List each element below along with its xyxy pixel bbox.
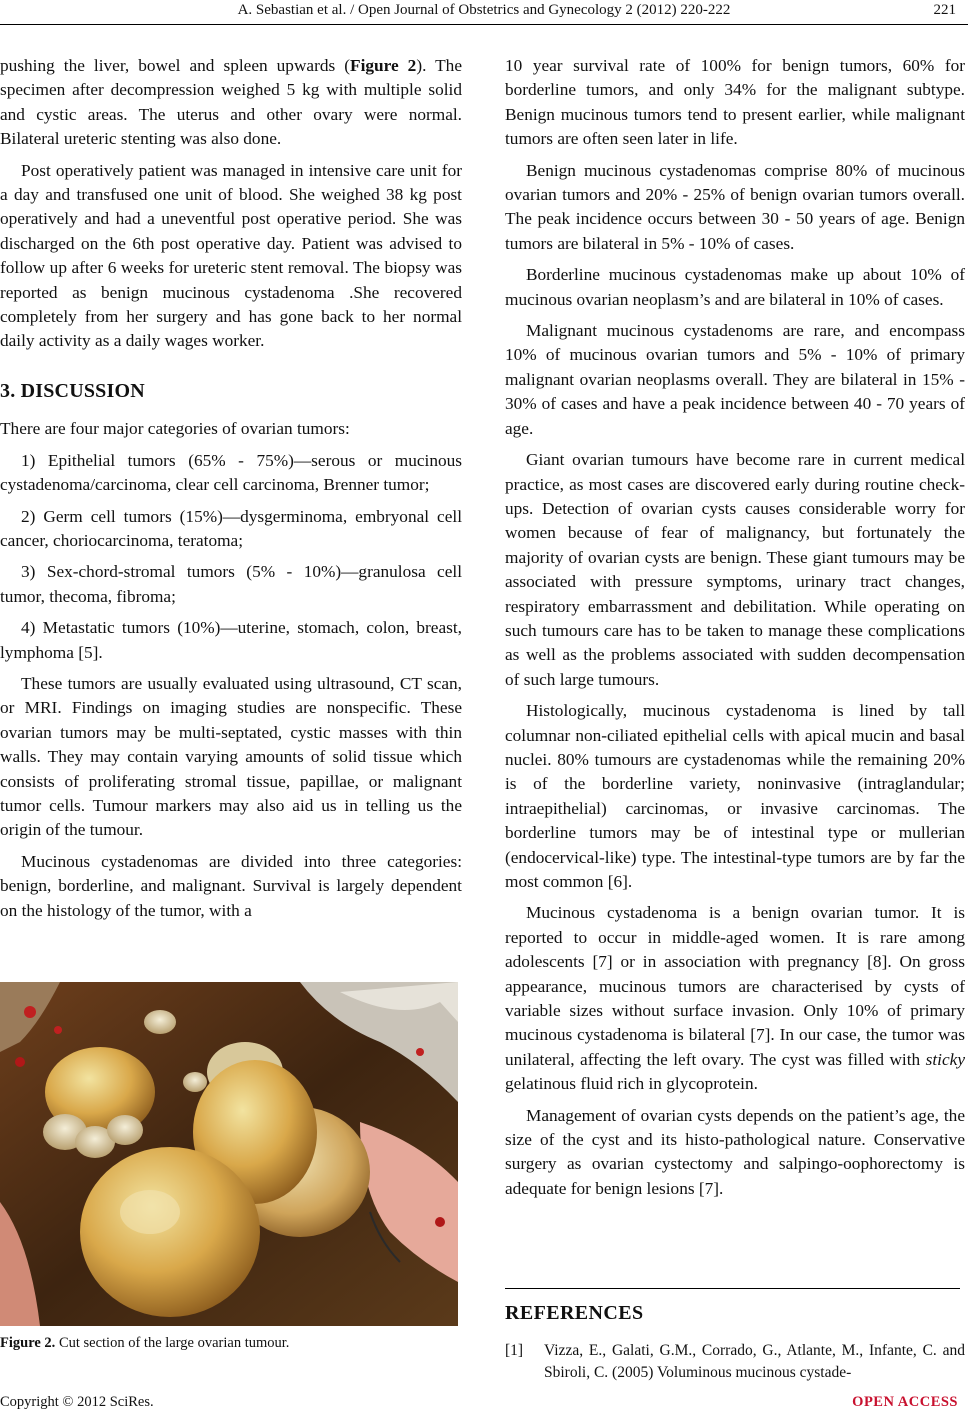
paragraph-text-a: Mucinous cystadenoma is a benign ovarian tumor. It is reported to occur in middle-aged women. It is rare among adolescents [7] or in association with pregnancy [8]. On gross appearance, mucinous tumors are characterised by cysts of variable sizes without surface invasion. Only 10% of primary mucinous cystadenoma is bilateral [7]. In our case, the tumor was unilateral, affecting the left ovary. The cyst was filled with — [505, 903, 965, 1069]
paragraph: Benign mucinous cystadenomas comprise 80% of mucinous ovarian tumors and 20% - 25% of benign ovarian tumors overall. The peak incidence occurs between 30 - 50 years of age. Benign tumors are bilateral in 5% - 10% of cases. — [505, 160, 965, 253]
tumour-photo — [0, 982, 458, 1326]
running-head-title: A. Sebastian et al. / Open Journal of Obstetrics and Gynecology 2 (2012) 220-222 — [237, 2, 731, 18]
figure-ref[interactable]: Figure 2 — [350, 56, 417, 75]
references-heading: REFERENCES — [505, 1302, 644, 1324]
paragraph: Borderline mucinous cystadenomas make up about 10% of mucinous ovarian neoplasm’s and are bilateral in 10% of cases. — [505, 265, 965, 309]
paragraph-text-b: ). The specimen after decompression weighed 5 kg with multiple solid and cystic areas. The uterus and other ovary were normal. Bilateral ureteric stenting was also done. — [0, 56, 462, 149]
list-item: 1) Epithelial tumors (65% - 75%)—serous or mucinous cystadenoma/carcinoma, clear cell carcinoma, Brenner tumor; — [0, 450, 462, 495]
paragraph: Post operatively patient was managed in intensive care unit for a day and transfused one unit of blood. She weighed 38 kg post operatively and had a uneventful post operative period. She was discharged on the 6th post operative day. Patient was advised to follow up after 6 weeks for ureteric stent removal. The biopsy was reported as benign mucinous cystadenoma .She recovered completely from her surgery and has gone back to her normal daily activity as a daily wages worker. — [0, 160, 462, 351]
figure-label: Figure 2. — [0, 1335, 56, 1351]
references-rule — [505, 1288, 960, 1289]
reference-number: [1] — [505, 1342, 524, 1359]
paragraph: Histologically, mucinous cystadenoma is lined by tall columnar non-ciliated epithelial cells with apical mucin and basal nuclei. 80% tumours are cystadenomas while the remaining 20% is of the borderline variety, noninvasive (intraglandular; intraepithelial) carcinomas, or invasive carcinomas. The borderline tumors may be of intestinal type or mullerian (endocervical-like) type. The intestinal-type tumors are by far the most common [6]. — [505, 701, 965, 891]
list-item: 2) Germ cell tumors (15%)—dysgerminoma, embryonal cell cancer, choriocarcinoma, teratoma; — [0, 506, 462, 550]
emphasis-text: sticky — [925, 1049, 965, 1069]
open-access-badge[interactable]: OPEN ACCESS — [852, 1394, 958, 1410]
paragraph-text-a: pushing the liver, bowel and spleen upwards ( — [0, 56, 351, 75]
tumour-photo-illustration — [0, 982, 458, 1326]
list-item: 3) Sex-chord-stromal tumors (5% - 10%)—granulosa cell tumor, thecoma, fibroma; — [0, 562, 462, 606]
reference-text: Vizza, E., Galati, G.M., Corrado, G., Atlante, M., Infante, C. and Sbiroli, C. (2005) Voluminous mucinous cystade- — [544, 1342, 965, 1381]
right-column — [505, 54, 965, 1208]
paragraph: Mucinous cystadenomas are divided into three categories: benign, borderline, and malignant. Survival is largely dependent on the histology of the tumor, with a — [0, 851, 462, 920]
copyright-footer: Copyright © 2012 SciRes. — [0, 1394, 154, 1410]
figure-2 — [0, 982, 462, 1326]
figure-caption — [0, 1335, 289, 1352]
reference-item — [505, 1340, 965, 1384]
figure-caption-text: Cut section of the large ovarian tumour. — [55, 1335, 290, 1351]
list-item: 4) Metastatic tumors (10%)—uterine, stomach, colon, breast, lymphoma [5]. — [0, 618, 462, 662]
page-number: 221 — [933, 2, 956, 18]
paragraph — [0, 54, 462, 152]
paragraph: Giant ovarian tumours have become rare in current medical practice, as most cases are discovered early during routine check-ups. Detection of ovarian cysts causes considerable worry for women because of fear of malignancy, but fortunately the majority of ovarian cysts are benign. These giant tumours may be associated with pressure symptoms, urinary tract changes, respiratory embarrassment and debilitation. While operating on such tumours care has to be taken to manage these complications as well as the problems associated with sudden decompensation of such large tumours. — [505, 450, 965, 689]
left-column — [0, 54, 462, 930]
paragraph: There are four major categories of ovarian tumors: — [0, 419, 350, 439]
paragraph: These tumors are usually evaluated using ultrasound, CT scan, or MRI. Findings on imaging studies are nonspecific. These ovarian tumors may be multi-septated, cystic masses with thin walls. They may contain varying amounts of solid tissue which consists of proliferating stromal tissue, papillae, or malignant tumor cells. Tumour markers may also aid us in telling us the origin of the tumour. — [0, 673, 462, 840]
paragraph: 10 year survival rate of 100% for benign tumors, 60% for borderline tumors, and only 34% for the malignant subtype. Benign mucinous tumors tend to present earlier, while malignant tumors are often seen later in life. — [505, 56, 965, 149]
paragraph: Management of ovarian cysts depends on the patient’s age, the size of the cyst and its histo-pathological nature. Conservative surgery as ovarian cystectomy and salpingo-oophorectomy is adequate for benign lesions [7]. — [505, 1105, 965, 1198]
paragraph — [505, 901, 965, 1096]
header-rule — [0, 24, 968, 25]
paragraph-text-b: gelatinous fluid rich in glycoprotein. — [505, 1074, 758, 1094]
section-heading: 3. DISCUSSION — [0, 379, 145, 402]
paragraph: Malignant mucinous cystadenoms are rare, and encompass 10% of mucinous ovarian tumors and 5% - 10% of primary malignant ovarian neoplasms overall. They are bilateral in 15% - 30% of cases and have a peak incidence between 40 - 70 years of age. — [505, 321, 965, 438]
running-header — [0, 0, 968, 24]
